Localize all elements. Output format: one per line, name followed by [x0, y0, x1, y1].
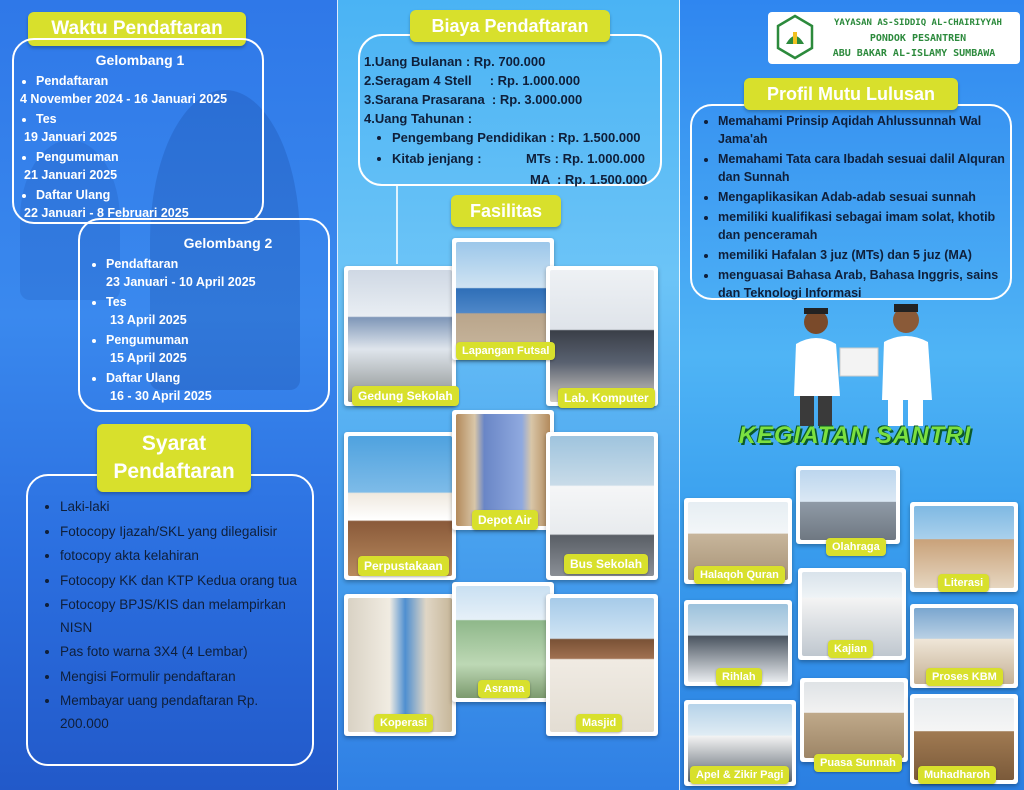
photo-olahraga: [796, 466, 900, 544]
caption-apel-zikir-pagi: Apel & Zikir Pagi: [690, 766, 789, 784]
list-item: • Laki-laki: [60, 496, 308, 519]
caption-halaqoh-quran: Halaqoh Quran: [694, 566, 785, 584]
gelombang-1-list: [16, 72, 261, 224]
list-item: • Fotocopy Ijazah/SKL yang dilegalisir: [60, 521, 308, 544]
biaya-list: [364, 52, 660, 189]
list-item: • Mengisi Formulir pendaftaran: [60, 666, 308, 689]
list-item: • Daftar Ulang 22 Januari - 8 Februari 2025: [36, 186, 261, 222]
biaya-subitem: • Pengembang Pendidikan : Rp. 1.500.000: [392, 128, 660, 147]
list-item: • Memahami Tata cara Ibadah sesuai dalil Alquran dan Sunnah: [718, 150, 1008, 186]
photo-lab-komputer: [546, 266, 658, 406]
kegiatan-title: KEGIATAN SANTRI: [738, 422, 972, 449]
biaya-subitem: • Kitab jenjang : MTs : Rp. 1.000.000: [392, 149, 660, 168]
waktu-title: Waktu Pendaftaran: [28, 12, 246, 46]
school-logo-icon: [774, 14, 816, 60]
panel-registration-schedule: [0, 0, 338, 790]
list-item: • memiliki kualifikasi sebagai imam solat, khotib dan penceramah: [718, 208, 1008, 244]
list-item: • memiliki Hafalan 3 juz (MTs) dan 5 juz (MA): [718, 246, 1008, 264]
list-item: • Memahami Prinsip Aqidah Ahlussunnah Wal Jama'ah: [718, 112, 1008, 148]
list-item: • Pendaftaran 23 Januari - 10 April 2025: [106, 255, 326, 291]
caption-proses-kbm: Proses KBM: [926, 668, 1003, 686]
photo-gedung-sekolah: [344, 266, 456, 406]
caption-asrama: Asrama: [478, 680, 530, 698]
gelombang-2-list: [86, 255, 326, 407]
panel-fees-facilities: [338, 0, 680, 790]
header-foundation: YAYASAN AS-SIDDIQ AL-CHAIRIYYAH: [834, 18, 1002, 28]
biaya-item: 4.Uang Tahunan :: [364, 111, 473, 126]
list-item: • Pas foto warna 3X4 (4 Lembar): [60, 641, 308, 664]
caption-literasi: Literasi: [938, 574, 989, 592]
header-school-type: PONDOK PESANTREN: [869, 33, 967, 44]
photo-puasa-sunnah: [800, 678, 908, 762]
syarat-list: [40, 496, 308, 737]
caption-gedung-sekolah: Gedung Sekolah: [352, 386, 459, 406]
biaya-item: 3.Sarana Prasarana : Rp. 3.000.000: [364, 92, 583, 107]
biaya-item: 2.Seragam 4 Stell : Rp. 1.000.000: [364, 73, 581, 88]
caption-koperasi: Koperasi: [374, 714, 433, 732]
list-item: • Mengaplikasikan Adab-adab sesuai sunnah: [718, 188, 1008, 206]
list-item: • Pengumuman 15 April 2025: [106, 331, 326, 367]
connector-line: [396, 186, 398, 264]
profil-title: Profil Mutu Lulusan: [744, 78, 958, 110]
biaya-item: 1.Uang Bulanan : Rp. 700.000: [364, 54, 546, 69]
list-item: • Tes 13 April 2025: [106, 293, 326, 329]
list-item: • Pengumuman 21 Januari 2025: [36, 148, 261, 184]
list-item: • Daftar Ulang 16 - 30 April 2025: [106, 369, 326, 405]
list-item: • Tes 19 Januari 2025: [36, 110, 261, 146]
list-item: • Membayar uang pendaftaran Rp. 200.000: [60, 690, 308, 735]
profil-list: [698, 112, 1008, 304]
graduation-photo-icon: [784, 300, 944, 426]
fasilitas-title: Fasilitas: [451, 195, 561, 227]
caption-masjid: Masjid: [576, 714, 622, 732]
caption-puasa-sunnah: Puasa Sunnah: [814, 754, 902, 772]
list-item: • fotocopy akta kelahiran: [60, 545, 308, 568]
caption-perpustakaan: Perpustakaan: [358, 556, 449, 576]
list-item: • menguasai Bahasa Arab, Bahasa Inggris, sains dan Teknologi Informasi: [718, 266, 1008, 302]
gelombang-2-title: Gelombang 2: [183, 235, 273, 251]
header-text: [820, 16, 1016, 61]
caption-bus-sekolah: Bus Sekolah: [564, 554, 648, 574]
list-item: • Fotocopy KK dan KTP Kedua orang tua: [60, 570, 308, 593]
panel-profile-activities: [680, 0, 1024, 790]
list-item: • Fotocopy BPJS/KIS dan melampirkan NISN: [60, 594, 308, 639]
header-school-name: ABU BAKAR AL-ISLAMY SUMBAWA: [832, 48, 996, 59]
caption-kajian: Kajian: [828, 640, 873, 658]
biaya-sublist: [364, 128, 660, 168]
biaya-title: Biaya Pendaftaran: [410, 10, 610, 42]
caption-lapangan-futsal: Lapangan Futsal: [456, 342, 555, 360]
list-item: • Pendaftaran 4 November 2024 - 16 Januari 2025: [36, 72, 261, 108]
caption-lab-komputer: Lab. Komputer: [558, 388, 655, 408]
syarat-title: Syarat Pendaftaran: [97, 424, 251, 492]
caption-rihlah: Rihlah: [716, 668, 762, 686]
caption-muhadharoh: Muhadharoh: [918, 766, 996, 784]
gelombang-1-title: Gelombang 1: [95, 52, 185, 68]
caption-depot-air: Depot Air: [472, 510, 538, 530]
caption-olahraga: Olahraga: [826, 538, 886, 556]
biaya-ma: MA : Rp. 1.500.000: [530, 172, 648, 187]
